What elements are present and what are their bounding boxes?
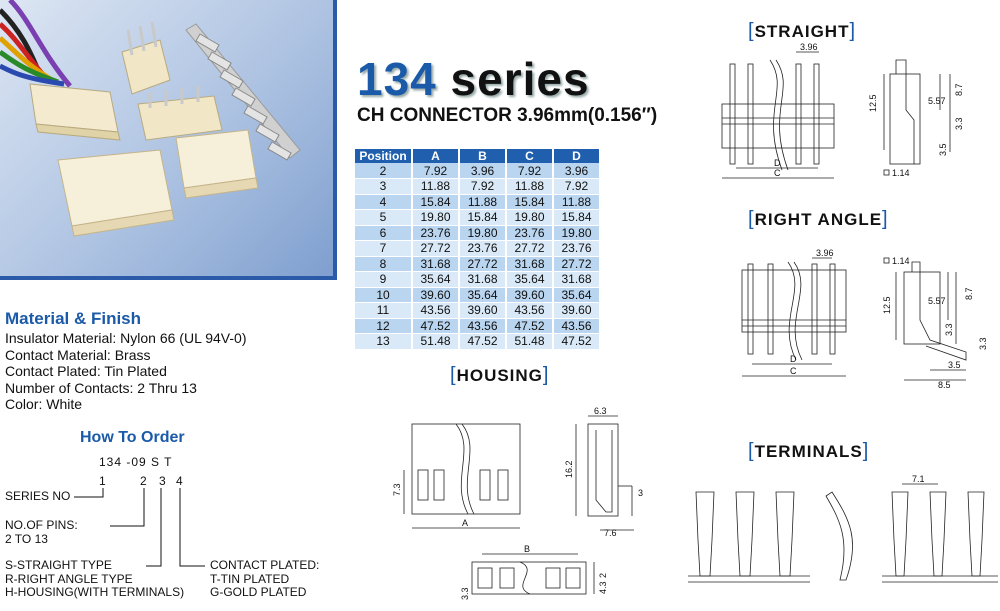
dim-text: 3.5 <box>938 143 948 156</box>
value-cell: 11.88 <box>553 194 600 210</box>
position-cell: 12 <box>355 318 412 334</box>
value-cell: 23.76 <box>412 225 459 241</box>
value-cell: 31.68 <box>506 256 553 272</box>
value-cell: 19.80 <box>553 225 600 241</box>
series-word: series <box>450 53 590 105</box>
position-cell: 11 <box>355 303 412 319</box>
value-cell: 11.88 <box>459 194 506 210</box>
dim-text: 16.2 <box>564 460 574 478</box>
value-cell: 15.84 <box>459 210 506 226</box>
dim-text: 8.7 <box>964 287 974 300</box>
order-heading: How To Order <box>80 429 185 446</box>
pins-line: 2 TO 13 <box>5 531 48 546</box>
connector-subtitle: CH CONNECTOR 3.96mm(0.156″) <box>357 105 658 126</box>
value-cell: 23.76 <box>506 225 553 241</box>
value-cell: 47.52 <box>459 334 506 350</box>
order-index: 2 <box>140 474 147 488</box>
col-c: C <box>506 149 553 163</box>
value-cell: 51.48 <box>412 334 459 350</box>
dim-text: D <box>790 354 797 364</box>
value-cell: 11.88 <box>506 179 553 195</box>
value-cell: 3.96 <box>553 163 600 179</box>
value-cell: 35.64 <box>412 272 459 288</box>
value-cell: 35.64 <box>459 287 506 303</box>
dim-text: 4.3 <box>598 581 608 594</box>
value-cell: 23.76 <box>553 241 600 257</box>
dim-text: 5.57 <box>928 296 946 306</box>
col-b: B <box>459 149 506 163</box>
position-cell: 2 <box>355 163 412 179</box>
value-cell: 43.56 <box>459 318 506 334</box>
value-cell: 7.92 <box>459 179 506 195</box>
dim-text: 12.5 <box>868 94 878 112</box>
value-cell: 39.60 <box>553 303 600 319</box>
material-line: Contact Material: Brass <box>5 346 151 363</box>
section-terminals-label: TERMINALS <box>754 442 863 461</box>
dim-text: 5.57 <box>928 96 946 106</box>
value-cell: 39.60 <box>412 287 459 303</box>
dim-text: 8.5 <box>938 380 951 390</box>
type-line: S-STRAIGHT TYPE <box>5 558 112 572</box>
dim-text: 1.14 <box>892 256 910 266</box>
value-cell: 39.60 <box>506 287 553 303</box>
dim-text: 3 <box>638 488 644 498</box>
value-cell: 31.68 <box>553 272 600 288</box>
dim-text: 6.3 <box>594 406 607 416</box>
position-cell: 6 <box>355 225 412 241</box>
section-housing-label: HOUSING <box>456 366 543 385</box>
position-cell: 5 <box>355 210 412 226</box>
value-cell: 47.52 <box>506 318 553 334</box>
col-position: Position <box>355 149 412 163</box>
dim-text: B <box>524 544 531 554</box>
value-cell: 43.56 <box>553 318 600 334</box>
value-cell: 19.80 <box>459 225 506 241</box>
type-line: H-HOUSING(WITH TERMINALS) <box>5 585 185 599</box>
dim-text: A <box>462 518 469 528</box>
value-cell: 31.68 <box>459 272 506 288</box>
value-cell: 7.92 <box>412 163 459 179</box>
material-line: Color: White <box>5 396 83 413</box>
value-cell: 15.84 <box>506 194 553 210</box>
dim-text: 7.6 <box>604 528 617 538</box>
position-cell: 3 <box>355 179 412 195</box>
material-line: Number of Contacts: 2 Thru 13 <box>5 379 197 396</box>
section-terminals: [TERMINALS] <box>748 440 870 462</box>
position-cell: 10 <box>355 287 412 303</box>
section-housing: [HOUSING] <box>450 364 550 386</box>
section-right-angle-label: RIGHT ANGLE <box>754 210 883 229</box>
straight-front-body <box>722 104 834 148</box>
value-cell: 15.84 <box>553 210 600 226</box>
pins-line: NO.OF PINS: <box>5 518 78 532</box>
dim-text: C <box>774 168 781 178</box>
plating-line: CONTACT PLATED: <box>210 558 320 572</box>
position-cell: 9 <box>355 272 412 288</box>
dim-text: 3.96 <box>816 248 834 258</box>
order-index: 1 <box>99 474 106 488</box>
value-cell: 19.80 <box>412 210 459 226</box>
material-line: Contact Plated: Tin Plated <box>5 363 167 380</box>
value-cell: 3.96 <box>459 163 506 179</box>
col-a: A <box>412 149 459 163</box>
value-cell: 31.68 <box>412 256 459 272</box>
dim-text: 3.3 <box>460 587 470 600</box>
dim-text: 7.3 <box>392 483 402 496</box>
section-straight: [STRAIGHT] <box>748 20 857 42</box>
position-cell: 7 <box>355 241 412 257</box>
material-heading: Material & Finish <box>5 309 142 328</box>
dim-text: C <box>790 366 797 376</box>
plating-line: T-TIN PLATED <box>210 571 290 586</box>
dim-text: D <box>774 158 781 168</box>
section-right-angle: [RIGHT ANGLE] <box>748 208 889 230</box>
dim-text: 8.7 <box>954 83 964 96</box>
value-cell: 47.52 <box>553 334 600 350</box>
position-cell: 8 <box>355 256 412 272</box>
position-cell: 4 <box>355 194 412 210</box>
value-cell: 27.72 <box>553 256 600 272</box>
value-cell: 35.64 <box>506 272 553 288</box>
dim-text: 2 <box>598 572 608 578</box>
value-cell: 51.48 <box>506 334 553 350</box>
dim-text: 1.14 <box>892 168 910 178</box>
order-index: 4 <box>176 474 183 488</box>
dim-text: 3.3 <box>978 337 988 350</box>
value-cell: 43.56 <box>412 303 459 319</box>
value-cell: 27.72 <box>506 241 553 257</box>
dim-text: 12.5 <box>882 296 892 314</box>
value-cell: 43.56 <box>506 303 553 319</box>
dim-text: 3.96 <box>800 42 818 52</box>
value-cell: 27.72 <box>412 241 459 257</box>
plating-line: G-GOLD PLATED <box>210 585 307 599</box>
value-cell: 19.80 <box>506 210 553 226</box>
dim-text: 3.3 <box>954 117 964 130</box>
value-cell: 15.84 <box>412 194 459 210</box>
value-cell: 27.72 <box>459 256 506 272</box>
value-cell: 7.92 <box>506 163 553 179</box>
order-index: 3 <box>159 474 166 488</box>
series-number: 134 <box>357 53 437 105</box>
dim-text: 3.5 <box>948 360 961 370</box>
section-straight-label: STRAIGHT <box>754 22 850 41</box>
material-line: Insulator Material: Nylon 66 (UL 94V-0) <box>5 330 247 346</box>
value-cell: 35.64 <box>553 287 600 303</box>
value-cell: 11.88 <box>412 179 459 195</box>
col-d: D <box>553 149 600 163</box>
type-line: R-RIGHT ANGLE TYPE <box>5 571 133 586</box>
dim-text: 3.3 <box>944 323 954 336</box>
value-cell: 39.60 <box>459 303 506 319</box>
order-code: 134 -09 S T <box>99 455 173 469</box>
value-cell: 23.76 <box>459 241 506 257</box>
value-cell: 7.92 <box>553 179 600 195</box>
dim-text: 7.1 <box>912 474 925 484</box>
value-cell: 47.52 <box>412 318 459 334</box>
position-cell: 13 <box>355 334 412 350</box>
series-no-label: SERIES NO <box>5 489 71 503</box>
